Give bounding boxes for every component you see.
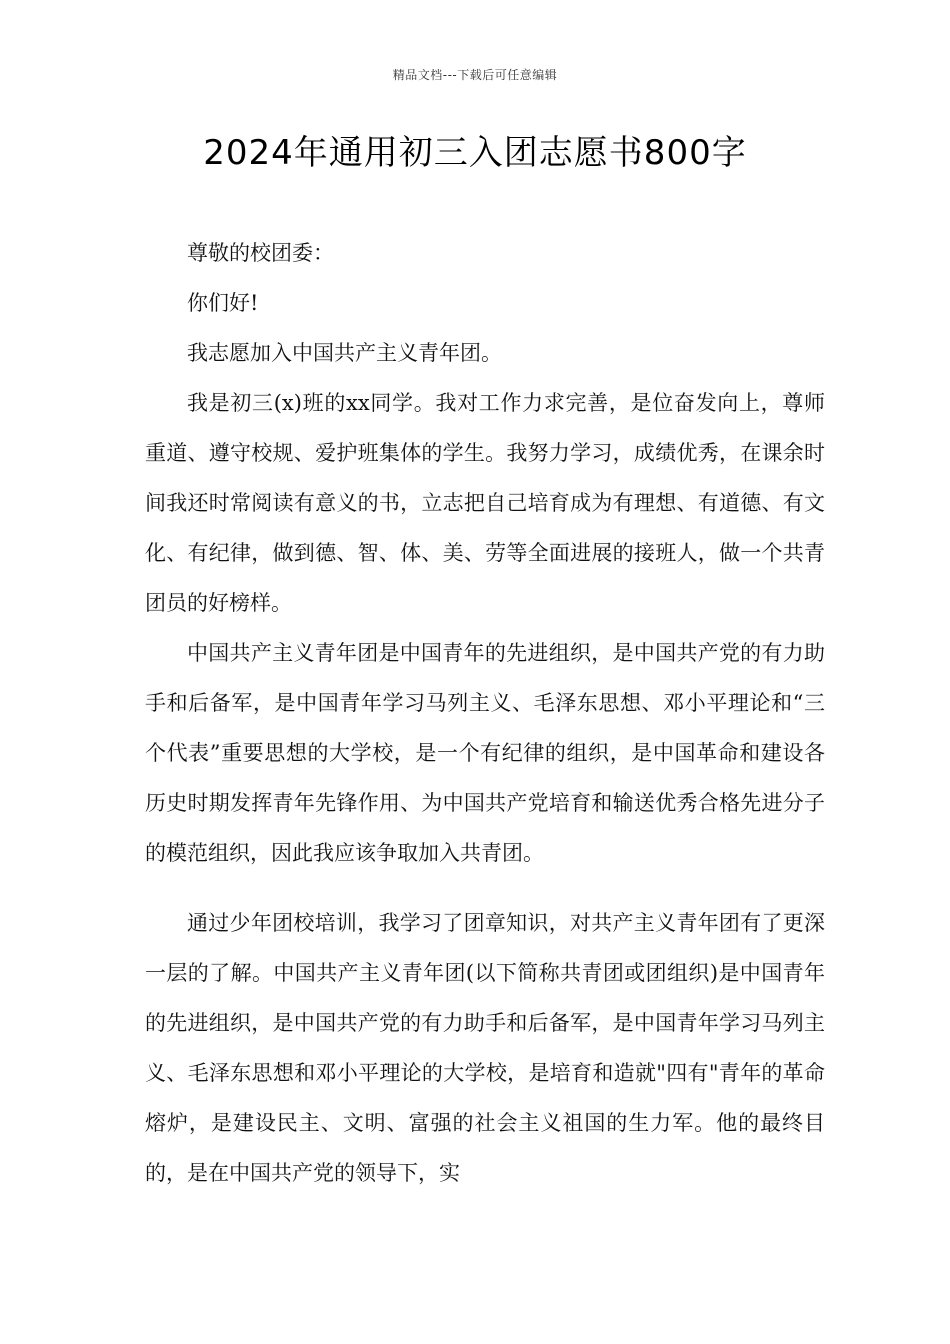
- paragraph: 我是初三(x)班的xx同学。我对工作力求完善，是位奋发向上，尊师重道、遵守校规、爱护班集体的学生。我努力学习，成绩优秀，在课余时间我还时常阅读有意义的书，立志把自己培育成为有理想、有道德、有文化、有纪律，做到德、智、体、美、劳等全面进展的接班人，做一个共青团员的好榜样。: [145, 391, 825, 615]
- paragraph: 我志愿加入中国共产主义青年团。: [187, 341, 502, 365]
- page-header-note: 精品文档---下载后可任意编辑: [392, 68, 558, 82]
- document-title: 2024年通用初三入团志愿书800字: [203, 133, 747, 173]
- paragraph: 通过少年团校培训，我学习了团章知识，对共产主义青年团有了更深一层的了解。中国共产主义青年团(以下简称共青团或团组织)是中国青年的先进组织，是中国共产党的有力助手和后备军，是中国青年学习马列主义、毛泽东思想和邓小平理论的大学校，是培育和造就"四有"青年的革命熔炉，是建设民主、文明、富强的社会主义祖国的生力军。他的最终目的，是在中国共产党的领导下，实: [145, 911, 825, 1185]
- paragraph: 中国共产主义青年团是中国青年的先进组织，是中国共产党的有力助手和后备军，是中国青年学习马列主义、毛泽东思想、邓小平理论和“三个代表”重要思想的大学校，是一个有纪律的组织，是中国革命和建设各历史时期发挥青年先锋作用、为中国共产党培育和输送优秀合格先进分子的模范组织，因此我应该争取加入共青团。: [145, 641, 825, 865]
- greeting: 你们好!: [187, 291, 259, 315]
- document-body: [145, 228, 825, 1198]
- salutation: 尊敬的校团委：: [187, 241, 334, 265]
